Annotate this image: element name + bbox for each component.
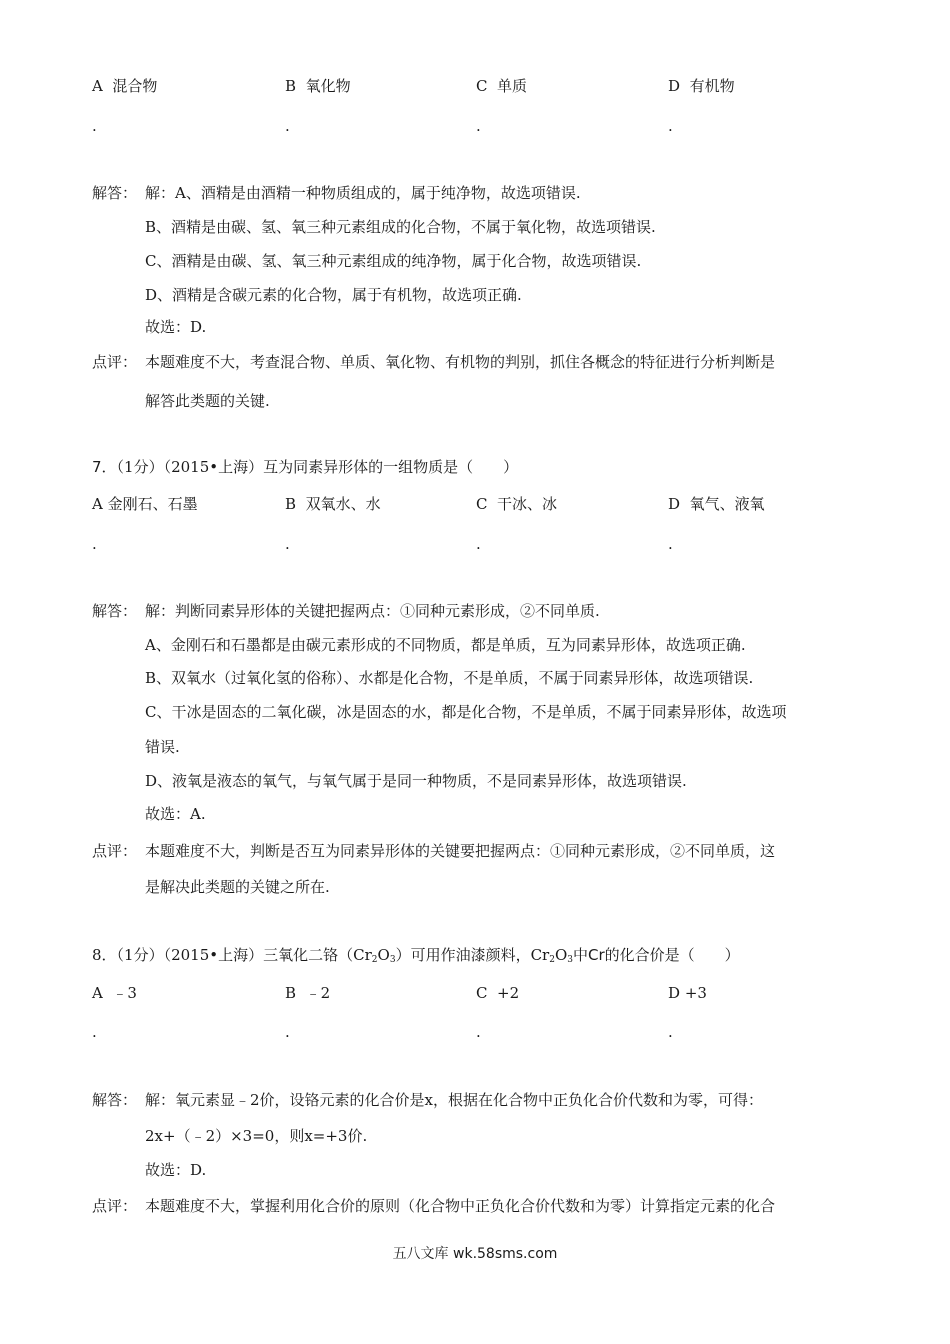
q7-source: （2015•上海） — [163, 458, 264, 476]
q8-answer-line: 2x+（﹣2）×3=0，则x=+3价. — [145, 1127, 368, 1145]
q7-answer-line: 故选：A. — [145, 805, 206, 823]
q8-answer-label: 解答： — [92, 1091, 138, 1109]
q6-option-dot: . — [285, 117, 290, 135]
q7-option-dot: . — [668, 535, 673, 553]
q6-answer-label: 解答： — [92, 184, 138, 202]
q7-comment-line: 本题难度不大，判断是否互为同素异形体的关键要把握两点：①同种元素形成，②不同单质，这 — [145, 842, 776, 860]
q7-score: （1分） — [116, 458, 164, 476]
q8-stem: 8．（1分）（2015•上海）三氧化二铬$(Cr_2O_3)$可用作油漆颜料，$Cr_2O_3$中Cr的化合价是（ ） — [92, 946, 740, 965]
q6-option-dot: . — [92, 117, 97, 135]
q7-option-d: D 氧气、液氧 — [668, 495, 765, 513]
q7-option-dot: . — [92, 535, 97, 553]
q7-stem — [92, 457, 518, 477]
q8-option-dot: . — [285, 1023, 290, 1041]
q8-option-b: B ﹣2 — [285, 984, 331, 1002]
q8-option-c: C +2 — [476, 984, 520, 1002]
q6-option-d: D 有机物 — [668, 77, 735, 95]
q8-option-dot: . — [476, 1023, 481, 1041]
q7-option-dot: . — [285, 535, 290, 553]
q7-answer-line: B、双氧水（过氧化氢的俗称）、水都是化合物，不是单质，不属于同素异形体，故选项错误. — [145, 669, 754, 687]
q8-option-d: D +3 — [668, 984, 707, 1002]
q7-comment-line: 是解决此类题的关键之所在. — [145, 878, 330, 896]
q7-answer-line: A、金刚石和石墨都是由碳元素形成的不同物质，都是单质，互为同素异形体，故选项正确. — [145, 636, 746, 654]
q6-option-dot: . — [668, 117, 673, 135]
q6-answer-line: C、酒精是由碳、氢、氧三种元素组成的纯净物，属于化合物，故选项错误. — [145, 252, 642, 270]
q7-answer-line: D、液氧是液态的氧气，与氧气属于是同一种物质，不是同素异形体，故选项错误. — [145, 772, 687, 790]
q8-score: （1分） — [116, 946, 164, 964]
q6-answer-line: 故选：D. — [145, 318, 207, 336]
q8-number: 8． — [92, 946, 117, 964]
q7-option-c: C 干冰、冰 — [476, 495, 558, 513]
q7-number: 7． — [92, 458, 117, 476]
q6-option-b: B 氧化物 — [285, 77, 351, 95]
footer-watermark: 五八文库 wk.58sms.com — [392, 1246, 558, 1262]
q6-answer-line: D、酒精是含碳元素的化合物，属于有机物，故选项正确. — [145, 286, 522, 304]
q8-source: （2015•上海） — [163, 946, 264, 964]
q8-option-dot: . — [92, 1023, 97, 1041]
q7-option-dot: . — [476, 535, 481, 553]
q7-stem-text: 互为同素异形体的一组物质是（ ） — [263, 458, 519, 476]
q6-comment-line: 解答此类题的关键. — [145, 392, 270, 410]
q7-option-b: B 双氧水、水 — [285, 495, 381, 513]
q8-option-a: A ﹣3 — [92, 984, 137, 1002]
q8-comment-label: 点评： — [92, 1197, 138, 1215]
q7-answer-line: 错误. — [145, 738, 180, 756]
q7-answer-line: C、干冰是固态的二氧化碳，冰是固态的水，都是化合物，不是单质，不属于同素异形体，故选项 — [145, 703, 787, 721]
q6-comment-line: 本题难度不大，考查混合物、单质、氧化物、有机物的判别，抓住各概念的特征进行分析判断是 — [145, 353, 776, 371]
q6-answer-line: 解：A、酒精是由酒精一种物质组成的，属于纯净物，故选项错误. — [145, 184, 581, 202]
q6-option-dot: . — [476, 117, 481, 135]
q7-option-a: A 金刚石、石墨 — [92, 495, 198, 513]
q7-answer-label: 解答： — [92, 602, 138, 620]
q7-comment-label: 点评： — [92, 842, 138, 860]
q8-comment-line: 本题难度不大，掌握利用化合价的原则（化合物中正负化合价代数和为零）计算指定元素的化合 — [145, 1197, 776, 1215]
q8-answer-line: 故选：D. — [145, 1161, 207, 1179]
q6-option-a: A 混合物 — [92, 77, 158, 95]
q8-option-dot: . — [668, 1023, 673, 1041]
q6-answer-line: B、酒精是由碳、氢、氧三种元素组成的化合物，不属于氧化物，故选项错误. — [145, 218, 656, 236]
q6-option-c: C 单质 — [476, 77, 528, 95]
q8-answer-line: 解：氧元素显﹣2价，设铬元素的化合价是x，根据在化合物中正负化合价代数和为零，可得： — [145, 1091, 764, 1109]
q7-answer-line: 解：判断同素异形体的关键把握两点：①同种元素形成，②不同单质. — [145, 602, 600, 620]
q6-comment-label: 点评： — [92, 353, 138, 371]
